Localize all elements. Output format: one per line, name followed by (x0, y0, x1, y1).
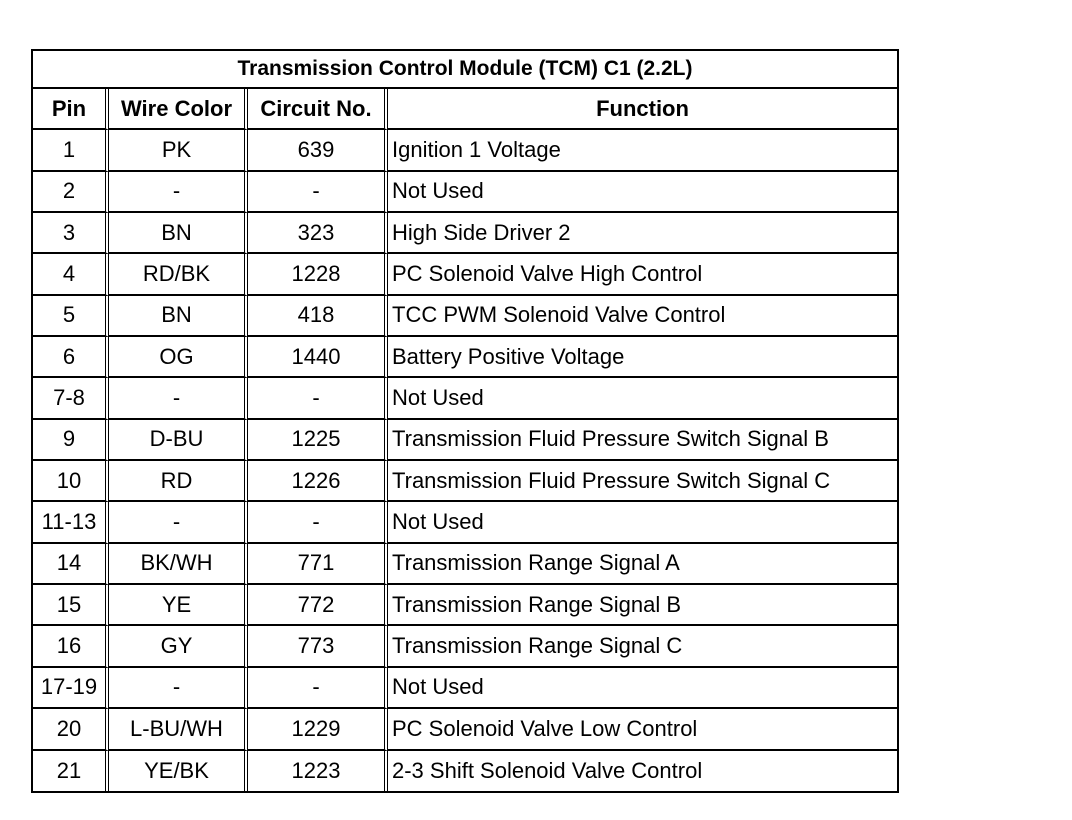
table-title: Transmission Control Module (TCM) C1 (2.2L) (33, 51, 897, 89)
cell-pin: 16 (33, 626, 109, 667)
cell-pin: 14 (33, 544, 109, 585)
cell-function: High Side Driver 2 (388, 213, 897, 254)
cell-function: Transmission Range Signal B (388, 585, 897, 626)
cell-pin: 6 (33, 337, 109, 378)
cell-pin: 1 (33, 130, 109, 171)
cell-wire-color: - (109, 172, 248, 213)
connector-pinout-table (31, 49, 899, 793)
table-row (33, 337, 897, 378)
cell-wire-color: GY (109, 626, 248, 667)
cell-function: Transmission Range Signal A (388, 544, 897, 585)
cell-pin: 21 (33, 751, 109, 792)
cell-wire-color: PK (109, 130, 248, 171)
table-row (33, 668, 897, 709)
cell-pin: 7-8 (33, 378, 109, 419)
cell-function: Battery Positive Voltage (388, 337, 897, 378)
cell-circuit-no: - (248, 378, 388, 419)
header-circuit-no: Circuit No. (248, 89, 388, 130)
cell-pin: 17-19 (33, 668, 109, 709)
cell-pin: 20 (33, 709, 109, 750)
cell-wire-color: - (109, 502, 248, 543)
cell-circuit-no: 771 (248, 544, 388, 585)
cell-pin: 2 (33, 172, 109, 213)
cell-wire-color: - (109, 378, 248, 419)
cell-circuit-no: 1223 (248, 751, 388, 792)
table-row (33, 420, 897, 461)
cell-wire-color: - (109, 668, 248, 709)
cell-circuit-no: - (248, 172, 388, 213)
cell-wire-color: BN (109, 213, 248, 254)
cell-wire-color: RD (109, 461, 248, 502)
cell-pin: 10 (33, 461, 109, 502)
table-row (33, 172, 897, 213)
table-row (33, 709, 897, 750)
cell-pin: 11-13 (33, 502, 109, 543)
table-row (33, 751, 897, 792)
cell-function: Transmission Fluid Pressure Switch Signal C (388, 461, 897, 502)
cell-circuit-no: 1225 (248, 420, 388, 461)
cell-pin: 15 (33, 585, 109, 626)
cell-circuit-no: - (248, 668, 388, 709)
cell-wire-color: OG (109, 337, 248, 378)
table-row (33, 378, 897, 419)
cell-wire-color: YE/BK (109, 751, 248, 792)
cell-function: PC Solenoid Valve High Control (388, 254, 897, 295)
cell-function: 2-3 Shift Solenoid Valve Control (392, 758, 703, 784)
table-row (33, 130, 897, 171)
cell-pin: 4 (33, 254, 109, 295)
table-row (33, 254, 897, 295)
cell-function: Not Used (388, 378, 897, 419)
table-row (33, 626, 897, 667)
cell-function: Ignition 1 Voltage (388, 130, 897, 171)
table-row (33, 461, 897, 502)
cell-circuit-no: 1228 (248, 254, 388, 295)
cell-wire-color: BN (109, 296, 248, 337)
cell-circuit-no: 639 (248, 130, 388, 171)
cell-function: Not Used (388, 502, 897, 543)
cell-circuit-no: - (248, 502, 388, 543)
cell-function: Transmission Fluid Pressure Switch Signal B (388, 420, 897, 461)
table-row (33, 585, 897, 626)
cell-circuit-no: 1229 (248, 709, 388, 750)
table-row (33, 213, 897, 254)
header-row (33, 89, 897, 130)
cell-wire-color: YE (109, 585, 248, 626)
cell-wire-color: L-BU/WH (109, 709, 248, 750)
cell-pin: 9 (33, 420, 109, 461)
cell-function: PC Solenoid Valve Low Control (388, 709, 897, 750)
table-row (33, 502, 897, 543)
cell-function: Transmission Range Signal C (388, 626, 897, 667)
cell-circuit-no: 1226 (248, 461, 388, 502)
cell-pin: 5 (33, 296, 109, 337)
cell-circuit-no: 323 (248, 213, 388, 254)
header-pin: Pin (33, 89, 109, 130)
pinout-grid (33, 89, 897, 792)
table-row (33, 296, 897, 337)
cell-circuit-no: 773 (248, 626, 388, 667)
cell-wire-color: D-BU (109, 420, 248, 461)
table-row (33, 544, 897, 585)
cell-wire-color: BK/WH (109, 544, 248, 585)
header-wire-color: Wire Color (109, 89, 248, 130)
cell-function: Not Used (388, 172, 897, 213)
cell-wire-color: RD/BK (109, 254, 248, 295)
cell-circuit-no: 772 (248, 585, 388, 626)
cell-function: TCC PWM Solenoid Valve Control (388, 296, 897, 337)
header-function: Function (388, 89, 897, 130)
cell-circuit-no: 418 (248, 296, 388, 337)
cell-pin: 3 (33, 213, 109, 254)
cell-circuit-no: 1440 (248, 337, 388, 378)
cell-function: Not Used (388, 668, 897, 709)
